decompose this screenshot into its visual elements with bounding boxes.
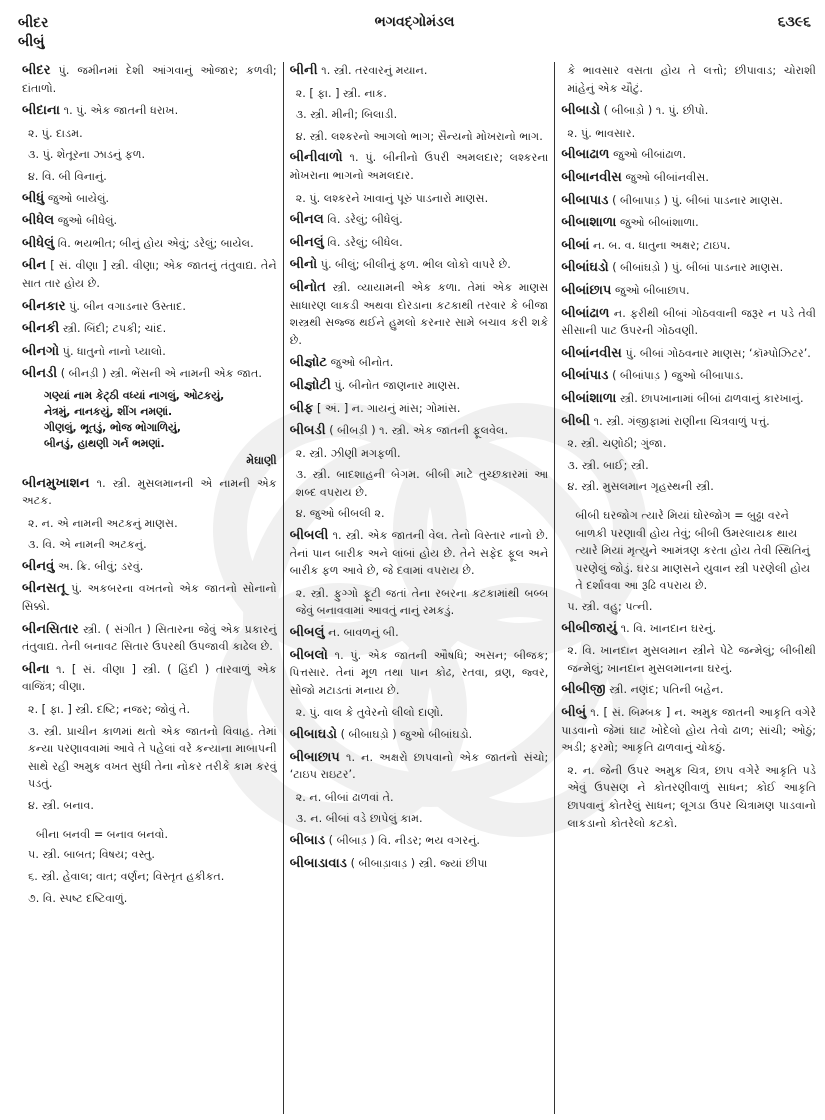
dictionary-entry [561,259,816,277]
definition: ૧. [ સં. વીણા ] સ્ત્રી. ( હિંદી ) તારવાળું એક વાજિંત્ર; વીણા. [22,662,277,694]
definition: ( બીબાડ઼ ) વિ. નીડર; ભય વગરનું. [325,833,480,847]
definition: [ અં. ] ન. ગાયનું માંસ; ગોમાંસ. [313,401,461,415]
sense: ૨. પું. લશ્કરને ખાવાનું પૂરું પાડનારો માણસ. [295,191,489,205]
definition: ન. બાવળનું બી. [324,626,399,640]
definition: ( બીબાંપાડ઼ ) જુઓ બીબાપાડ. [608,369,744,383]
sense: ૩. સ્ત્રી. મીની; બિલાડી. [295,108,398,122]
dictionary-entry [290,400,549,418]
definition: જુઓ બીધેલું. [54,214,118,228]
headword: બીબાપાડ [561,192,609,208]
headword: બીધેલું [22,235,55,251]
sense: ૨. પું. ભાવસાર. [567,126,636,140]
dictionary-entry [22,580,277,615]
dictionary-entry [22,661,277,696]
sense: ૨. ન. એ નામની અટકનું માણસ. [28,516,178,530]
definition: ૧. પું. બીનીનો ઉપરી અમલદાર; લશ્કરના મોખરાના ભાગનો અમલદાર. [289,151,549,182]
definition: સ્ત્રી. છાપખાનામાં બીબાં ઢાળવાનું કારખાનું. [616,391,804,405]
definition: સ્ત્રી. ( સંગીત ) સિતારના જેવું એક પ્રકારનું તંતુવાદ્ય. તેની બનાવટ સિતાર ઉપરથી ઉપજાવી કાઢેલ છે. [22,622,277,654]
definition: ( બીબાડ઼ાવાડ઼ ) સ્ત્રી. જ્યાં છીપા [347,856,488,870]
headword: બીનલું [289,234,324,250]
definition: જુઓ બીનોત. [327,356,394,370]
dictionary-entry [561,681,816,699]
definition: ન. ફરીથી બીબાં ગોઠવવાની જરૂર ન પડે તેવી સીસાની પાટ ઉપરની ગોઠવણી. [561,306,816,338]
dictionary-entry [561,192,816,210]
headword: બીજ્ઞોટ [289,355,328,371]
sense: ૩. વિ. એ નામની અટકનું. [28,538,147,552]
sense: ૭. વિ. સ્પષ્ટ દષ્ટિવાળું. [28,891,128,905]
sense: ૨. ન. જેની ઉપર અમુક ચિત્ર, છાપ વગેરે આકૃતિ પડે એવું ઉપસણ ને કોતરણીવાળું સાધન; કોઈ આકૃતિ છાપવાનું કોતરેલું સાધન; લૂગડા ઉપર ચિત્રામણ પાડવાનો લાકડાનો કોતરેલો કટકો. [567,763,816,830]
headword: બીનીવાળો [289,150,343,166]
sense: ૪. જુઓ બીબલી ૨. [295,507,385,521]
dictionary-entry [290,527,549,580]
definition: ( બીબાડ઼ો ) ૧. પું. છીપો. [600,104,709,118]
headword: બીદર [22,63,51,78]
sense: ૩. સ્ત્રી. બાઈ; સ્ત્રી. [567,458,649,472]
headword: બીનકી [22,321,60,337]
verse-quotation [22,388,277,470]
column-right [555,62,822,1114]
dictionary-entry [290,256,549,274]
headword: બીજ્ઞોટી [289,377,331,393]
verse-line: બીનડું, હાથણી ગર્ન ભમણાં. [44,436,165,450]
headword: બીબાનવીસ [561,169,622,185]
headword: બીન [22,258,47,274]
sense: ૨. સ્ત્રી. ઝીણી મગફળી. [295,446,401,460]
headword: બીબાંઢાળ [561,305,610,321]
headword: બીનવું [22,558,55,574]
headword: બીબાંછાપ [561,282,612,298]
page-header [18,14,811,60]
headword: બીનસિતાર [22,621,79,637]
definition: ૧. સ્ત્રી. મુસલમાનની એ નામની એક અટક. [22,476,277,508]
dictionary-entry [22,212,277,230]
dictionary-entry [22,298,277,316]
sense: ૬. સ્ત્રી. હેવાલ; વાત; વર્ણન; વિસ્તૃત હકીકત. [28,869,225,883]
headword: બીબીજાયું [561,620,618,636]
headword: બીનલ [289,212,324,228]
dictionary-entry [290,354,549,372]
sense: ૩. સ્ત્રી. બાદશાહની બેગમ. બીબી માટે તુચ્છકારમાં આ શબ્દ વપરાય છે. [295,468,549,499]
dictionary-entry [561,620,816,638]
dictionary-entry [290,234,549,252]
dictionary-entry [22,320,277,338]
sense: ૨. [ ફા. ] સ્ત્રી. નાક. [295,86,387,100]
headword: બીબી [561,413,591,429]
dictionary-entry [22,62,277,97]
dictionary-entry [22,343,277,361]
definition: ૧. વિ. ખાનદાન ઘરનું. [617,621,717,635]
headword: બીનગો [22,343,60,359]
definition: વિ. ભયભીત; બીનું હોય એવું; ડરેલું; બાયેલ. [54,236,254,250]
definition: ( બીબાઘડ઼ો ) જુઓ બીબાંઘડો. [337,728,473,741]
definition: ૧. પું. એક જાતની ઔષધિ; અસન; બીજક; પિત્તસાર. તેનાં મૂળ તથા પાન કોઢ, રતવા, વ્રણ, જ્વર, સોજો મટાડતાં મનાય છે. [289,648,549,697]
dictionary-entry [290,624,549,642]
headword: બીબાઘડો [289,727,338,742]
running-title: ભગવદ્ગોમંડલ [374,14,455,30]
sense: ૨. વિ. ખાનદાન મુસલમાન સ્ત્રીને પેટે જન્મેલું; બીબીથી જન્મેલું; ખાનદાન મુસલમાનના ઘરનું. [567,644,816,675]
headword: બીનો [289,257,318,273]
definition: પું. બીનોત જાણનાર માણસ. [330,378,461,392]
guide-word-first: બીદર [18,15,49,31]
headword: બીના [22,661,50,677]
headword: બીબાછાપ [289,749,340,765]
headword: બીબું [561,705,587,720]
definition: [ સં. વીણા ] સ્ત્રી. વીણા; એક જાતનું તંતુવાદ્ય. તેને સાત તાર હોય છે. [22,259,277,290]
definition: પું. ધાતુનો નાનો પ્યાલો. [59,344,166,358]
dictionary-entry [290,726,549,744]
sense: ૨. [ ફા. ] સ્ત્રી. દષ્ટિ; નજર; જોવું તે. [28,703,191,717]
definition: સ્ત્રી. નણંદ; પતિની બહેન. [605,683,724,697]
headword: બીબાશાળા [561,215,617,231]
dictionary-entry [561,390,816,408]
dictionary-entry [290,279,549,349]
dictionary-entry [22,190,277,208]
dictionary-entry [561,146,816,164]
headword: બીબલું [289,625,325,641]
headword: બીધું [22,190,45,206]
headword: બીબલો [289,647,328,663]
dictionary-entry [290,62,549,80]
headword: બીફ [289,400,314,416]
definition: ૧. [ સં. બિમ્બક ] ન. અમુક જાતની આકૃતિ વગેરે પાડવાનો જેમાં ઘાટ ખોદેલો હોય તેવો ઢાળ; સાંચી; ઓઠું; અડી; ફરમો; આકૃતિ ઢાળવાનું ચોકઠું. [561,706,816,755]
sense: ૨. પું. વાલ કે તુવેરનો લીલો દાણો. [295,706,444,720]
dictionary-entry [290,832,549,850]
sense: ૪. સ્ત્રી. બનાવ. [28,799,94,812]
dictionary-entry [22,257,277,292]
headword: બીનોત [289,279,326,295]
dictionary-entry [290,749,549,784]
headword: બીબાંશાળા [561,390,617,406]
column-left [16,62,284,1114]
dictionary-entry [561,214,816,232]
dictionary-entry [561,345,816,363]
dictionary-columns [16,62,822,1114]
dictionary-entry [290,211,549,229]
definition: અ. ક્રિ. બીવું; ડરવું. [54,559,144,573]
dictionary-entry [561,413,816,431]
definition: ( બીબાંઘડ઼ો ) પું. બીબાં પાડનાર માણસ. [608,261,784,275]
headword: બીનસતૂ [22,581,66,597]
headword: બીદાના [22,103,61,119]
headword: બીબાડ [289,832,326,848]
dictionary-entry [290,647,549,700]
definition: પું. બીલું; બીલીનું ફળ. ભીલ લોકો વાપરે છે. [317,258,511,272]
definition: જુઓ બાયેલું. [44,191,110,205]
definition: જુઓ બીબાંશાળા. [616,216,699,230]
definition: ( બીબડ઼ી ) ૧. સ્ત્રી. એક જાતની ફૂલવેલ. [325,424,509,438]
sense: ૪. વિ. બી વિનાનું. [28,169,107,183]
definition: પું. અકબરના વખતનો એક જાતનો સોનાનો સિક્કો. [22,582,277,614]
verse-line: નેત્રમું, નાનકયું, શીંગ નમણાં. [44,404,173,418]
dictionary-entry [561,305,816,340]
column-middle [284,62,556,1114]
verse-line: ગીણલું, ભૂતડું, ભોજ ભોગાળિયું, [44,420,181,434]
headword: બીબાડો [561,103,601,119]
definition: વિ. ડરેલું; બીધેલું. [323,213,403,227]
definition: સ્ત્રી. બિંદી; ટપકી; ચાંદ. [59,322,167,336]
definition: ૧. સ્ત્રી. એક જાતની વેલ. તેનો વિસ્તાર નાનો છે. તેનાં પાન બારીક અને લાંબાં હોય છે. તેને સફેદ ફૂલ અને બારીક ફળ આવે છે, જે દવામાં વપરાય છે. [289,529,549,578]
sense: ૨. પું. દાડમ. [28,126,83,140]
sense: ૩. સ્ત્રી. પ્રાચીન કાળમાં થતો એક જાતનો વિવાહ. તેમાં કન્યા પરણાવવામાં આવે તે પહેલાં વરે કન્યાના માબાપની સાથે રહી અમુક વખત સુધી તેના નોકર તરીકે કામ કરવું પડતું. [28,724,277,791]
definition: ન. બ. વ. ધાતુના અક્ષર; ટાઇપ. [589,238,731,252]
definition: જુઓ બીબાછાપ. [611,283,690,297]
dictionary-entry [561,102,816,120]
entry-continuation: કે ભાવસાર વસતા હોય તે લત્તો; છીપાવાડ; ચોરાશી માંહેનું એક ચૌટું. [567,64,816,95]
sense: ૨. સ્ત્રી. ચણોઠી; ગુંજા. [567,437,667,451]
definition: વિ. ડરેલું; બીધેલ. [323,235,403,249]
dictionary-entry [561,237,816,255]
headword: બીની [289,63,318,78]
definition: ૧. સ્ત્રી. ગંજીફામાં રાણીના ચિત્રવાળું પત્તું. [590,414,770,428]
headword: બીધેલ [22,213,55,229]
headword: બીનમુખાશન [22,475,90,491]
headword: બીબાડાવાડ [289,855,348,871]
headword: બીબાંનવીસ [561,345,622,361]
dictionary-entry [561,704,816,757]
sense: ૨. ન. બીબાં ઢાળવાં તે. [295,790,394,804]
sense: ૨. સ્ત્રી. ફુગ્ગો ફૂટી જતાં તેના રબરના કટકામાંથી બબ્બ જેવું બનાવવામાં આવતું નાનું રમકડું. [295,586,549,618]
headword: બીબાંઘડો [561,260,609,276]
headword: બીબડી [289,423,326,439]
definition: જુઓ બીબાંઢાળ. [609,148,686,162]
dictionary-entry [22,102,277,120]
definition: પું. જમીનમાં દેશી આંગવાનું ઓજાર; કળવી; દાંતાળો. [22,64,277,95]
headword: બીનડી [22,366,58,382]
sense: ૫. સ્ત્રી. વહુ; પત્ની. [567,600,653,614]
dictionary-entry [290,149,549,184]
sense: ૪. સ્ત્રી. મુસલમાન ગૃહસ્થની સ્ત્રી. [567,480,714,494]
sense: ૫. સ્ત્રી. બાબત; વિષય; વસ્તુ. [28,848,155,862]
definition: ૧. પું. એક જાતની ધરાખ. [60,104,179,118]
dictionary-entry [290,377,549,395]
dictionary-entry [290,422,549,440]
page-number: ૬૩૯૬ [777,14,811,30]
headword: બીબાઢાળ [561,147,610,163]
headword: બીબલી [289,528,329,544]
dictionary-entry [22,558,277,576]
dictionary-entry [561,367,816,385]
verse-line: ગણ્યાં નામ કેટ્ઠી વધ્યાં નાગલું, ઓટકયું, [44,388,225,402]
usage-example: બીના બનવી = બનાવ બનવો. [36,827,169,841]
dictionary-entry [22,475,277,510]
sense: ૩. ન. બીબાં વડે છાપેલું કામ. [295,812,423,826]
sense: ૪. સ્ત્રી. લશ્કરનો આગલો ભાગ; સૈન્યનો મોખરાનો ભાગ. [295,129,543,143]
definition: જુઓ બીબાંનવીસ. [622,170,709,184]
headword: બીબાં [561,237,590,253]
headword: બીનકાર [22,298,66,314]
definition: પું. બીન વગાડનાર ઉસ્તાદ. [65,299,186,313]
headword: બીબીજી [561,682,606,698]
definition: ( બીબાપાડ઼ ) પું. બીબાં પાડનાર માણસ. [608,193,783,207]
dictionary-entry [290,855,549,873]
sense: ૩. પું. શેતૂરના ઝાડનું ફળ. [28,148,146,162]
dictionary-entry [22,235,277,253]
headword: બીબાંપાડ [561,368,609,384]
dictionary-entry [22,621,277,656]
dictionary-entry [22,365,277,383]
quotation-source: મેઘાણી [246,453,277,467]
dictionary-entry [561,169,816,187]
definition: સ્ત્રી. વ્યાયામની એક કળા. તેમાં એક માણસ સાધારણ લાકડી અથવા દોરડાના કટકાથી તરવાર કે બીજા શસ્ત્રથી સજ્જ થઈને હુમલો કરનાર સામે બચાવ કરી શકે છે. [289,280,549,347]
definition: ૧. ન. અક્ષરો છાપવાનો એક જાતનો સંચો; ‘ટાઇપ રાઇટર’. [289,750,549,782]
definition: ૧. સ્ત્રી. તરવારનું મયાન. [317,64,428,77]
dictionary-entry [561,282,816,300]
definition: ( બીનડ઼ી ) સ્ત્રી. ભેંસની એ નામની એક જાત. [57,367,262,381]
usage-example: બીબી ઘરજોગ ત્યારે મિયાં ઘોરજોગ = બુઢ્ઢા વરને બાળકી પરણાવી હોય તેવું; બીબી ઉમરલાયક થાય ત્યારે મિયાં મૃત્યુને આમંત્રણ કરતા હોય તેવી સ્થિતિનું પરણેલું જોડું. ઘરડા માણસને યુવાન સ્ત્રી પરણેલી હોય તે દર્શાવવા આ રૂઢિ વપરાય છે. [575,509,811,593]
definition: પું. બીબાં ગોઠવનાર માણસ; ‘કૉમ્પોઝિટર’. [622,346,811,360]
guide-word-last: બીબું [18,34,45,50]
